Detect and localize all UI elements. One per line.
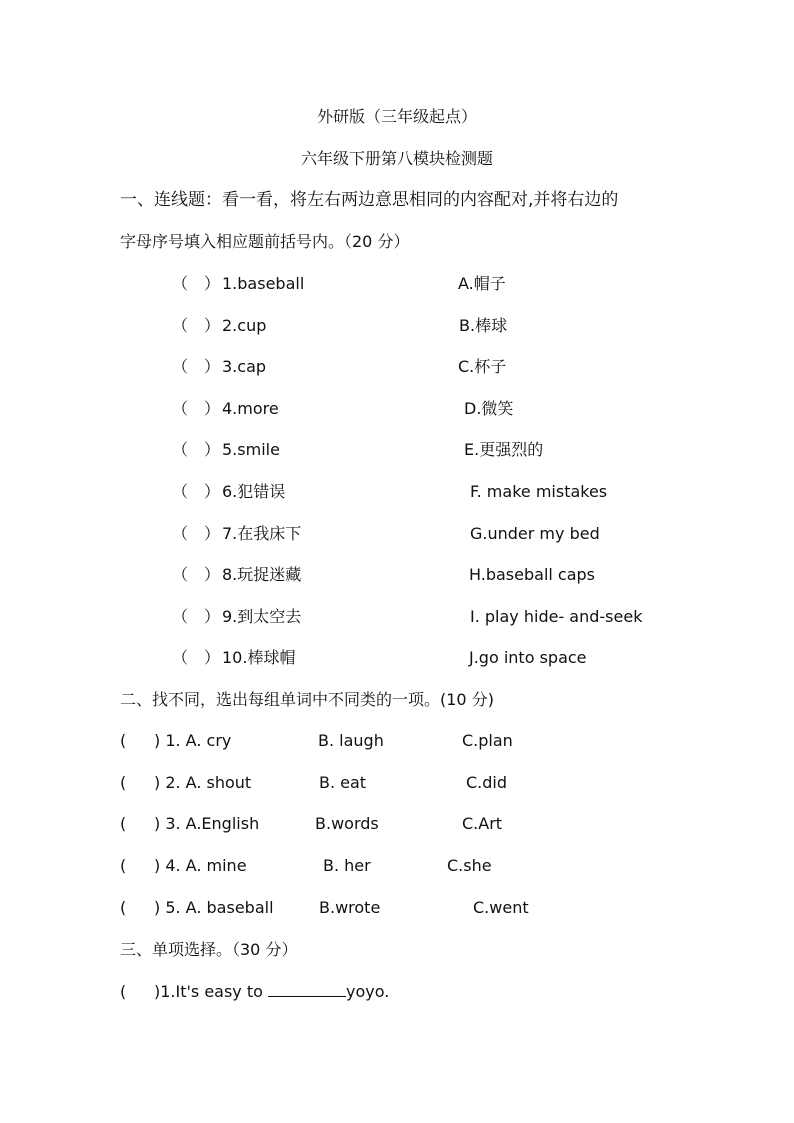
answer-paren-open[interactable]: ( bbox=[120, 731, 127, 750]
option-c: C.Art bbox=[462, 814, 503, 833]
question-text-after: yoyo. bbox=[346, 982, 390, 1001]
option-b: B. her bbox=[323, 856, 371, 875]
left-term: 9.到太空去 bbox=[222, 607, 302, 626]
answer-paren[interactable]: （ ） bbox=[172, 565, 221, 584]
answer-paren-open[interactable]: ( bbox=[120, 773, 127, 792]
option-c: C.she bbox=[447, 856, 492, 875]
answer-paren[interactable]: （ ） bbox=[172, 316, 221, 335]
right-term: E.更强烈的 bbox=[464, 440, 544, 459]
section1-heading-line1: 一、连线题：看一看，将左右两边意思相同的内容配对,并将右边的 bbox=[120, 190, 619, 210]
answer-blank[interactable] bbox=[268, 982, 346, 997]
answer-paren-open[interactable]: ( bbox=[120, 856, 127, 875]
right-term: D.微笑 bbox=[464, 399, 514, 418]
document-subtitle: 六年级下册第八模块检测题 bbox=[300, 149, 493, 168]
option-b: B.words bbox=[315, 814, 379, 833]
right-term: H.baseball caps bbox=[469, 565, 596, 584]
left-term: 2.cup bbox=[222, 316, 267, 335]
section2-heading: 二、找不同，选出每组单词中不同类的一项。(10 分) bbox=[120, 690, 494, 709]
option-a: ) 5. A. baseball bbox=[154, 898, 274, 917]
answer-paren[interactable]: （ ） bbox=[172, 357, 221, 376]
left-term: 5.smile bbox=[222, 440, 280, 459]
option-a: ) 1. A. cry bbox=[154, 731, 232, 750]
right-term: J.go into space bbox=[469, 648, 587, 667]
option-a: ) 4. A. mine bbox=[154, 856, 247, 875]
left-term: 3.cap bbox=[222, 357, 267, 376]
answer-paren[interactable]: （ ） bbox=[172, 482, 221, 501]
option-b: B. laugh bbox=[318, 731, 384, 750]
question-text-before: )1.It's easy to bbox=[154, 982, 269, 1001]
right-term: I. play hide- and-seek bbox=[470, 607, 643, 626]
answer-paren[interactable]: （ ） bbox=[172, 440, 221, 459]
answer-paren-open[interactable]: ( bbox=[120, 982, 127, 1001]
answer-paren-open[interactable]: ( bbox=[120, 898, 127, 917]
option-c: C.did bbox=[466, 773, 508, 792]
answer-paren[interactable]: （ ） bbox=[172, 274, 221, 293]
right-term: F. make mistakes bbox=[470, 482, 608, 501]
answer-paren[interactable]: （ ） bbox=[172, 648, 221, 667]
option-b: B.wrote bbox=[319, 898, 381, 917]
answer-paren[interactable]: （ ） bbox=[172, 524, 221, 543]
section1-heading-line2: 字母序号填入相应题前括号内。（20 分） bbox=[120, 232, 410, 251]
option-a: ) 2. A. shout bbox=[154, 773, 252, 792]
right-term: G.under my bed bbox=[470, 524, 600, 543]
right-term: C.杯子 bbox=[458, 357, 507, 376]
answer-paren[interactable]: （ ） bbox=[172, 607, 221, 626]
option-b: B. eat bbox=[319, 773, 367, 792]
left-term: 6.犯错误 bbox=[222, 482, 286, 501]
answer-paren-open[interactable]: ( bbox=[120, 814, 127, 833]
left-term: 7.在我床下 bbox=[222, 524, 302, 543]
question-text-start bbox=[154, 982, 389, 1002]
left-term: 10.棒球帽 bbox=[222, 648, 296, 667]
left-term: 8.玩捉迷藏 bbox=[222, 565, 302, 584]
option-a: ) 3. A.English bbox=[154, 814, 260, 833]
option-c: C.went bbox=[473, 898, 529, 917]
left-term: 1.baseball bbox=[222, 274, 305, 293]
section3-heading: 三、单项选择。（30 分） bbox=[120, 940, 298, 959]
left-term: 4.more bbox=[222, 399, 279, 418]
right-term: B.棒球 bbox=[459, 316, 508, 335]
option-c: C.plan bbox=[462, 731, 513, 750]
answer-paren[interactable]: （ ） bbox=[172, 399, 221, 418]
document-title: 外研版（三年级起点） bbox=[316, 107, 477, 126]
right-term: A.帽子 bbox=[458, 274, 506, 293]
